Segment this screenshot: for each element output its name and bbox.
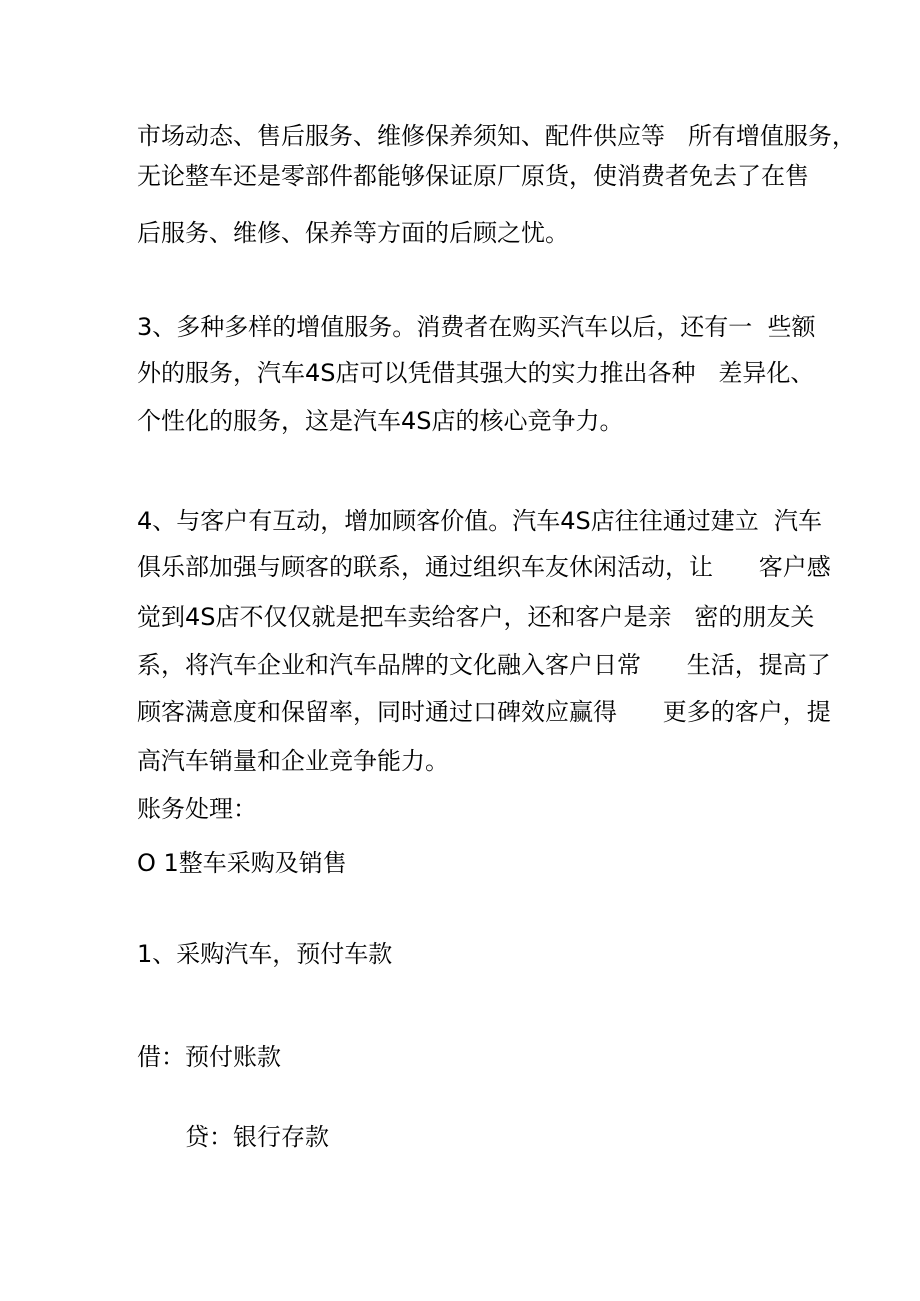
debit-entry: 借：预付账款 xyxy=(137,1043,281,1071)
paragraph-1-line-3: 后服务、维修、保养等方面的后顾之忧。 xyxy=(137,219,569,247)
paragraph-2-line-3: 个性化的服务，这是汽车4S店的核心竞争力。 xyxy=(137,407,624,435)
credit-entry: 贷：银行存款 xyxy=(185,1123,329,1151)
paragraph-2-line-2: 外的服务，汽车4S店可以凭借其强大的实力推出各种 差异化、 xyxy=(137,359,815,387)
paragraph-1-line-1: 市场动态、售后服务、维修保养须知、配件供应等 所有增值服务， xyxy=(137,122,856,150)
section-title: O 1整车采购及销售 xyxy=(137,849,347,877)
paragraph-3-line-1: 4、与客户有互动，增加顾客价值。汽车4S店往往通过建立 汽车 xyxy=(137,507,823,535)
paragraph-1-line-2: 无论整车还是零部件都能够保证原厂原货，使消费者免去了在售 xyxy=(137,162,809,190)
accounting-heading: 账务处理： xyxy=(137,795,257,823)
step-1: 1、采购汽车，预付车款 xyxy=(137,940,393,968)
paragraph-3-line-4: 系，将汽车企业和汽车品牌的文化融入客户日常 生活，提高了 xyxy=(137,651,831,679)
paragraph-3-line-5: 顾客满意度和保留率，同时通过口碑效应赢得 更多的客户，提 xyxy=(137,698,831,726)
paragraph-3-line-3: 觉到4S店不仅仅就是把车卖给客户，还和客户是亲 密的朋友关 xyxy=(137,603,815,631)
paragraph-2-line-1: 3、多种多样的增值服务。消费者在购买汽车以后，还有一 些额 xyxy=(137,313,816,341)
paragraph-3-line-6: 高汽车销量和企业竞争能力。 xyxy=(137,747,449,775)
paragraph-3-line-2: 俱乐部加强与顾客的联系，通过组织车友休闲活动，让 客户感 xyxy=(137,553,831,581)
